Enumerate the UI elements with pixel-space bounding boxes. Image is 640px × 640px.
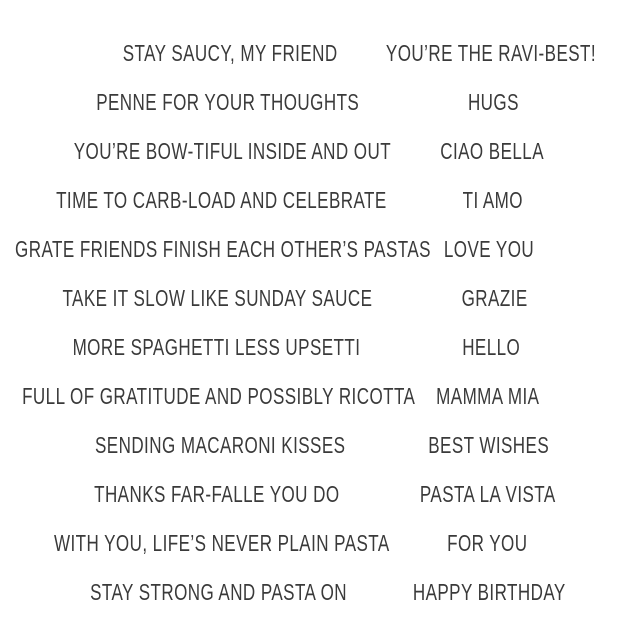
sentiment-phrase: HUGS <box>467 89 519 115</box>
sentiment-phrase: LOVE YOU <box>443 236 535 262</box>
sentiment-row <box>391 323 591 372</box>
sentiment-row <box>15 225 431 274</box>
sentiment-row <box>389 225 589 274</box>
sentiment-row <box>30 29 430 78</box>
sentiment-phrase: HAPPY BIRTHDAY <box>412 579 566 605</box>
sentiment-phrase: WITH YOU, LIFE’S NEVER PLAIN PASTA <box>54 530 390 556</box>
sentiment-row <box>393 78 593 127</box>
sentiment-phrase: PASTA LA VISTA <box>420 481 556 507</box>
sentiment-phrase: FULL OF GRATITUDE AND POSSIBLY RICOTTA <box>22 383 416 409</box>
sentiment-row <box>32 127 432 176</box>
sentiment-phrase: YOU’RE BOW-TIFUL INSIDE AND OUT <box>73 138 391 164</box>
sentiment-row <box>19 372 419 421</box>
sentiment-phrase: GRATE FRIENDS FINISH EACH OTHER’S PASTAS <box>15 236 431 262</box>
sentiment-phrase: SENDING MACARONI KISSES <box>94 432 346 458</box>
sentiment-row <box>385 29 597 78</box>
sentiment-phrase: STAY STRONG AND PASTA ON <box>90 579 348 605</box>
sentiment-row <box>389 568 589 617</box>
sentiment-phrase: TI AMO <box>462 187 524 213</box>
sentiment-phrase: PENNE FOR YOUR THOUGHTS <box>96 89 360 115</box>
sentiment-phrase: CIAO BELLA <box>440 138 544 164</box>
sentiment-phrase: FOR YOU <box>446 530 528 556</box>
sentiment-row <box>17 274 417 323</box>
sentiment-phrase: THANKS FAR-FALLE YOU DO <box>94 481 340 507</box>
sentiment-row <box>395 274 595 323</box>
sentiment-phrase: HELLO <box>461 334 521 360</box>
sentiment-phrase: YOU’RE THE RAVI-BEST! <box>385 40 597 66</box>
sentiment-phrase: BEST WISHES <box>428 432 550 458</box>
sentiment-row <box>388 372 588 421</box>
sentiment-row <box>387 519 587 568</box>
sentiment-row <box>20 421 420 470</box>
sentiment-row <box>389 421 589 470</box>
sentiment-phrase: TIME TO CARB-LOAD AND CELEBRATE <box>55 187 387 213</box>
sentiments-column-right <box>385 29 597 617</box>
sentiment-row <box>392 127 592 176</box>
sentiment-phrase: TAKE IT SLOW LIKE SUNDAY SAUCE <box>62 285 372 311</box>
sentiment-row <box>22 519 422 568</box>
sentiment-phrase: GRAZIE <box>461 285 529 311</box>
sentiment-row <box>21 176 421 225</box>
sentiment-row <box>388 470 588 519</box>
sentiment-row <box>28 78 428 127</box>
sentiment-row <box>19 568 419 617</box>
sentiments-column-left <box>15 29 431 617</box>
sentiment-row <box>16 323 416 372</box>
sentiment-phrase: STAY SAUCY, MY FRIEND <box>122 40 338 66</box>
sentiment-row <box>17 470 417 519</box>
sentiment-phrase: MAMMA MIA <box>436 383 540 409</box>
sentiment-phrase: MORE SPAGHETTI LESS UPSETTI <box>72 334 360 360</box>
sentiment-row <box>393 176 593 225</box>
